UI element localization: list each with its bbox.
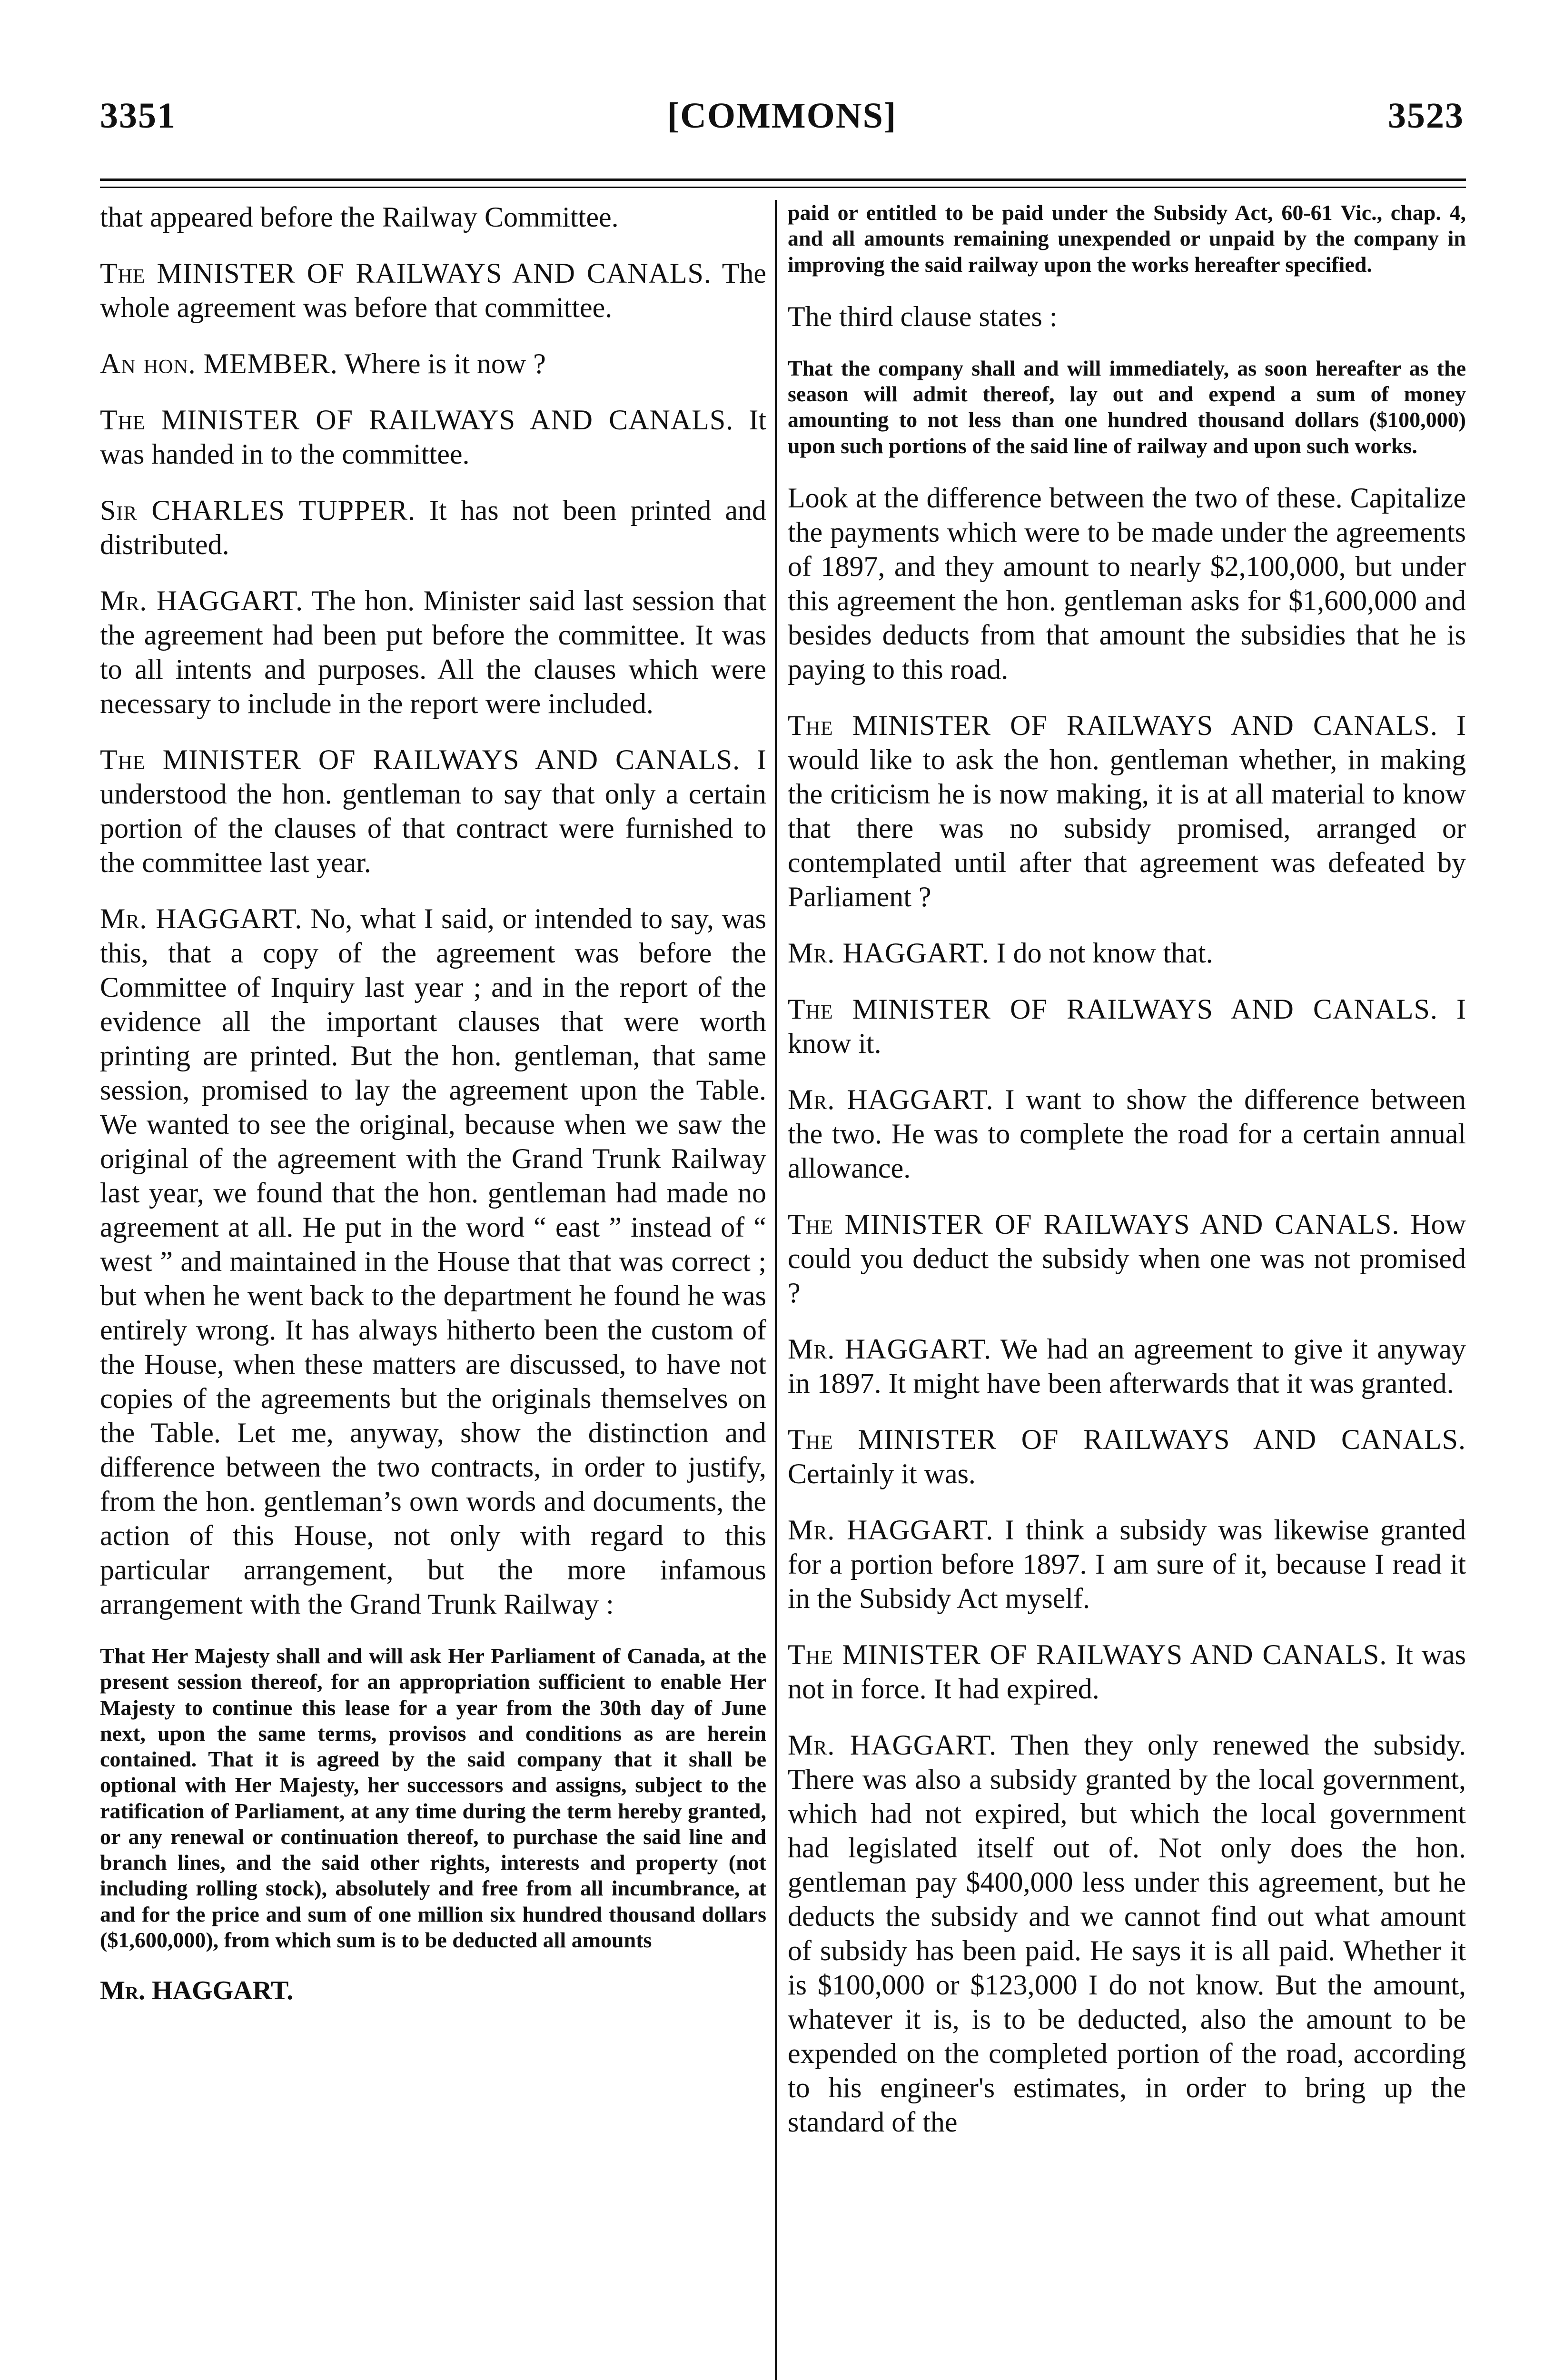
third-clause-intro: The third clause states :: [788, 300, 1058, 332]
speech-text: I would like to ask the hon. gentleman whether, in making the criticism he is now making, it is at all material to know that there was no subsidy promised, arranged or contemplated until after that agreement was defeated by Parliament ?: [788, 709, 1466, 912]
running-title: [COMMONS]: [667, 96, 897, 136]
speech-text: Where is it now ?: [344, 348, 546, 379]
speech-paragraph: [788, 1332, 1466, 1400]
right-paragraphs: [788, 481, 1466, 2139]
speech-text: We had an agreement to give it anyway in 1897. It might have been afterwards that it was granted.: [788, 1333, 1466, 1399]
speaker-name: The MINISTER OF RAILWAYS AND CANALS.: [100, 744, 741, 775]
speech-text: I want to show the difference between the two. He was to complete the road for a certain annual allowance.: [788, 1083, 1466, 1184]
column-footer-speaker: Mr. HAGGART.: [100, 1976, 294, 2006]
speaker-name: The MINISTER OF RAILWAYS AND CANALS.: [788, 1423, 1466, 1455]
speaker-name: The MINISTER OF RAILWAYS AND CANALS.: [788, 993, 1438, 1025]
speech-text: The whole agreement was before that committee.: [100, 258, 767, 323]
speech-text: The hon. Minister said last session that the agreement had been put before the committee. It was to all intents and purposes. All the clauses which were necessary to include in the report were included.: [100, 585, 766, 719]
left-page-number: 3351: [100, 96, 176, 136]
speech-text: How could you deduct the subsidy when one was not promised ?: [788, 1208, 1466, 1309]
right-page-number: 3523: [1388, 96, 1464, 136]
speech-text: Then they only renewed the subsidy. There was also a subsidy granted by the local government, which had not expired, but which the local government had legislated itself out of. Not only does the hon. gentleman pay $400,000 less under this agreement, but he deducts the subsidy and we cannot find out what amount of subsidy has been paid. He says it is all paid. Whether it is $100,000 or $123,000 I do not know. But the amount, whatever it is, is to be deducted, also the amount to be expended on the completed portion of the road, according to his engineer's estimates, in order to bring up the standard of the: [788, 1729, 1466, 2138]
speaker-name: The MINISTER OF RAILWAYS AND CANALS.: [100, 404, 734, 436]
speaker-name: Mr. HAGGART.: [100, 903, 303, 934]
header-rule-thin: [100, 187, 1466, 188]
speech-text: It was not in force. It had expired.: [788, 1638, 1466, 1705]
speaker-name: Mr. HAGGART.: [788, 1333, 992, 1365]
speaker-name: Sir CHARLES TUPPER.: [100, 495, 416, 526]
speech-text: No, what I said, or intended to say, was this, that a copy of the agreement was before the Committee of Inquiry last year ; and in the report of the evidence all the important clauses that were worth printing are printed. But the hon. gentleman, that same session, promised to lay the agreement upon the Table. We wanted to see the original, because when we saw the original of the agreement with the Grand Trunk Railway last year, we found that the hon. gentleman had made no agreement at all. He put in the word “ east ” instead of “ west ” and maintained in the House that that was correct ; but when he went back to the department he found he was entirely wrong. It has always hitherto been the custom of the House, when these matters are discussed, to have not copies of the agreements but the originals themselves on the Table. Let me, anyway, show the distinction and difference between the two contracts, in order to justify, from the hon. gentleman’s own words and documents, the action of this House, not only with regard to this particular arrangement, but the more infamous arrangement with the Grand Trunk Railway :: [100, 903, 766, 1620]
speech-paragraph: [788, 1513, 1466, 1616]
speech-paragraph: [788, 936, 1466, 970]
speaker-name: The MINISTER OF RAILWAYS AND CANALS.: [788, 1208, 1400, 1240]
speech-paragraph: [788, 481, 1466, 686]
speech-text: I think a subsidy was likewise granted for a portion before 1897. I am sure of it, because I read it in the Subsidy Act myself.: [788, 1514, 1466, 1614]
speech-paragraph: [100, 200, 766, 234]
speech-text: I understood the hon. gentleman to say that only a certain portion of the clauses of that contract were furnished to the committee last year.: [100, 744, 767, 878]
speech-paragraph: [100, 347, 766, 381]
left-paragraphs: [100, 200, 766, 1621]
speech-paragraph: [788, 1082, 1466, 1185]
speech-paragraph: [788, 1637, 1466, 1706]
speaker-name: Mr. HAGGART.: [788, 937, 990, 969]
speaker-name: Mr. HAGGART.: [788, 1514, 994, 1546]
speaker-name: Mr. HAGGART.: [788, 1729, 997, 1761]
speech-paragraph: [788, 1728, 1466, 2139]
speaker-name: An hon. MEMBER.: [100, 348, 338, 379]
header-rule: [100, 178, 1466, 181]
speech-text: It was handed in to the committee.: [100, 404, 766, 470]
quoted-lease-clause: That Her Majesty shall and will ask Her Parliament of Canada, at the present session thereof, for an appropriation sufficient to enable Her Majesty to continue this lease for a year from the 30th day of June next, upon the same terms, provisos and conditions as are herein contained. That it is agreed by the said company that it shall be optional with Her Majesty, her successors and assigns, subject to the ratification of Parliament, at any time during the term hereby granted, or any renewal or continuation thereof, to purchase the said line and branch lines, and the said other rights, interests and property (not including rolling stock), absolutely and free from all incumbrance, at and for the price and sum of one million six hundred thousand dollars ($1,600,000), from which sum is to be deducted all amounts: [100, 1644, 766, 1952]
speech-paragraph: [100, 743, 766, 880]
speech-paragraph: [100, 493, 766, 562]
speech-text: I know it.: [788, 993, 1466, 1059]
speech-paragraph: [788, 1422, 1466, 1491]
speech-paragraph: [100, 902, 766, 1621]
speech-paragraph: [100, 256, 766, 325]
left-column: [100, 200, 766, 2029]
speech-text: that appeared before the Railway Committee.: [100, 201, 619, 233]
speaker-name: The MINISTER OF RAILWAYS AND CANALS.: [788, 1638, 1387, 1670]
page-header: [0, 95, 1564, 152]
speech-paragraph: [100, 403, 766, 471]
quoted-third-clause: That the company shall and will immediately, as soon hereafter as the season will admit thereof, lay out and expend a sum of money amounting to not less than one hundred thousand dollars ($100,000) upon such portions of the said line of railway and upon such works.: [788, 356, 1466, 458]
speaker-name: The MINISTER OF RAILWAYS AND CANALS.: [788, 709, 1438, 741]
speech-text: Look at the difference between the two of these. Capitalize the payments which were to be made under the agreements of 1897, and they amount to nearly $2,100,000, but under this agreement the hon. gentleman asks for $1,600,000 and besides deducts from that amount the subsidies that he is paying to this road.: [788, 482, 1466, 685]
speech-paragraph: [788, 1207, 1466, 1310]
speaker-name: The MINISTER OF RAILWAYS AND CANALS.: [100, 258, 712, 289]
speech-text: I do not know that.: [996, 937, 1213, 969]
column-divider: [775, 200, 777, 2380]
speaker-name: Mr. HAGGART.: [100, 585, 304, 616]
speaker-name: Mr. HAGGART.: [788, 1083, 994, 1115]
quoted-subsidy-continuation: paid or entitled to be paid under the Subsidy Act, 60-61 Vic., chap. 4, and all amounts remaining unexpended or unpaid by the company in improving the said railway upon the works hereafter specified.: [788, 200, 1466, 277]
speech-paragraph: [788, 708, 1466, 914]
speech-paragraph: [788, 992, 1466, 1061]
speech-paragraph: [100, 584, 766, 721]
speech-text: It has not been printed and distributed.: [100, 495, 767, 560]
speech-text: Certainly it was.: [788, 1458, 976, 1489]
right-column: [788, 200, 1466, 2161]
